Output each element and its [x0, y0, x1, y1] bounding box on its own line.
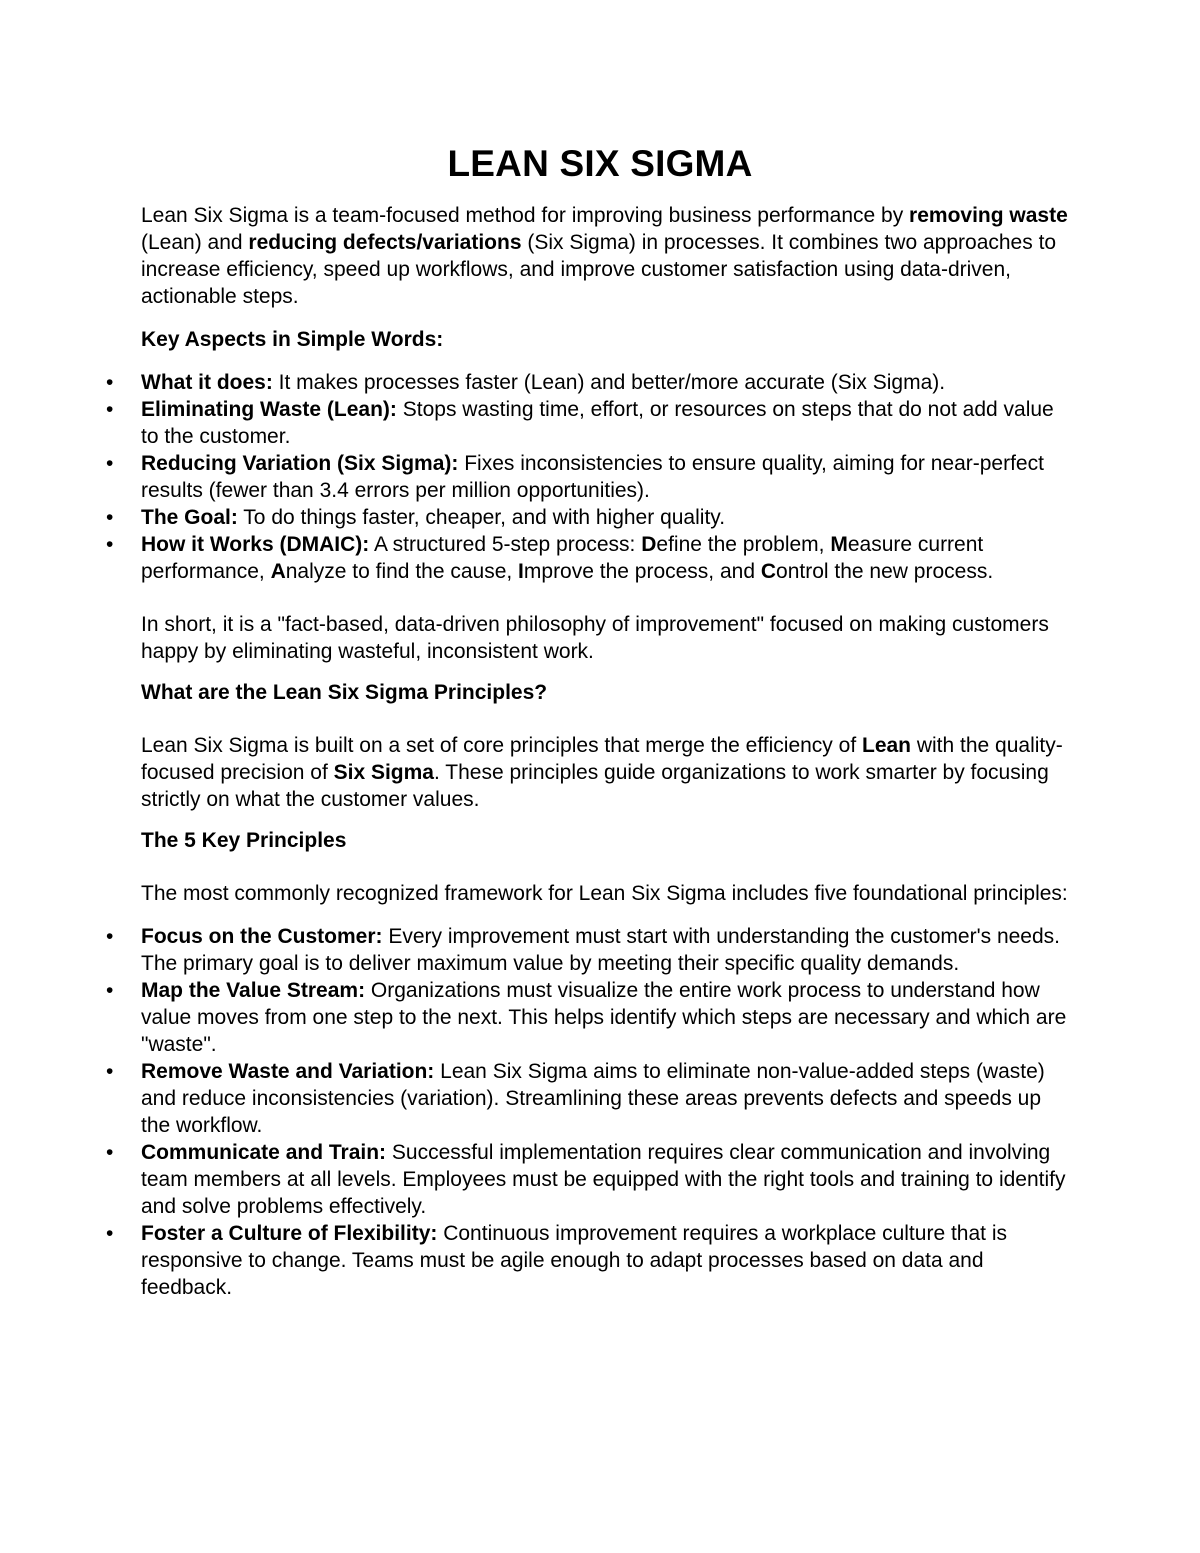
list-item: • Focus on the Customer: Every improvement must start with understanding the customer's needs. The primary goal is to deliver maximum value by meeting their specific quality demands.: [106, 925, 1060, 975]
five-principles-intro: The most commonly recognized framework for Lean Six Sigma includes five foundational principles:: [141, 882, 1068, 905]
bullet-icon: •: [106, 533, 114, 556]
bullet-icon: •: [106, 1222, 114, 1245]
bullet-icon: •: [106, 371, 114, 394]
five-principles-list: [106, 923, 1071, 1301]
bullet-icon: •: [106, 1141, 114, 1164]
list-item: • Map the Value Stream: Organizations must visualize the entire work process to understand how value moves from one step to the next. This helps identify which steps are necessary and which are "waste".: [106, 979, 1067, 1056]
five-principles-heading: The 5 Key Principles: [141, 829, 347, 852]
list-item: • Eliminating Waste (Lean): Stops wasting time, effort, or resources on steps that do not add value to the customer.: [106, 398, 1054, 448]
principles-intro-paragraph: Lean Six Sigma is built on a set of core principles that merge the efficiency of Lean with the quality-focused precision of Six Sigma. These principles guide organizations to work smarter by focusing strictly on what the customer values.: [141, 734, 1063, 811]
bullet-icon: •: [106, 398, 114, 421]
list-item: • How it Works (DMAIC): A structured 5-step process: Define the problem, Measure current performance, Analyze to find the cause, Improve the process, and Control the new process.: [106, 533, 994, 583]
intro-paragraph: Lean Six Sigma is a team-focused method for improving business performance by removing waste (Lean) and reducing defects/variations (Six Sigma) in processes. It combines two approaches to increase efficiency, speed up workflows, and improve customer satisfaction using data-driven, actionable steps.: [141, 204, 1068, 308]
list-item: • What it does: It makes processes faster (Lean) and better/more accurate (Six Sigma).: [106, 371, 946, 394]
list-item: • Remove Waste and Variation: Lean Six Sigma aims to eliminate non-value-added steps (waste) and reduce inconsistencies (variation). Streamlining these areas prevents defects and speeds up the workflow.: [106, 1060, 1045, 1137]
page-title: LEAN SIX SIGMA: [447, 143, 753, 184]
list-item: • Reducing Variation (Six Sigma): Fixes inconsistencies to ensure quality, aiming for near-perfect results (fewer than 3.4 errors per million opportunities).: [106, 452, 1044, 502]
bullet-icon: •: [106, 506, 114, 529]
document-body: [106, 202, 1071, 1301]
key-aspects-list: [106, 369, 1071, 585]
bullet-icon: •: [106, 1060, 114, 1083]
bullet-icon: •: [106, 925, 114, 948]
bullet-icon: •: [106, 979, 114, 1002]
principles-heading: What are the Lean Six Sigma Principles?: [141, 681, 548, 704]
key-aspects-heading: Key Aspects in Simple Words:: [141, 328, 444, 351]
list-item: • The Goal: To do things faster, cheaper, and with higher quality.: [106, 506, 726, 529]
bullet-icon: •: [106, 452, 114, 475]
list-item: • Foster a Culture of Flexibility: Continuous improvement requires a workplace culture that is responsive to change. Teams must be agile enough to adapt processes based on data and feedback.: [106, 1222, 1007, 1299]
list-item: • Communicate and Train: Successful implementation requires clear communication and involving team members at all levels. Employees must be equipped with the right tools and training to identify and solve problems effectively.: [106, 1141, 1066, 1218]
in-short-paragraph: In short, it is a "fact-based, data-driven philosophy of improvement" focused on making customers happy by eliminating wasteful, inconsistent work.: [141, 613, 1049, 663]
